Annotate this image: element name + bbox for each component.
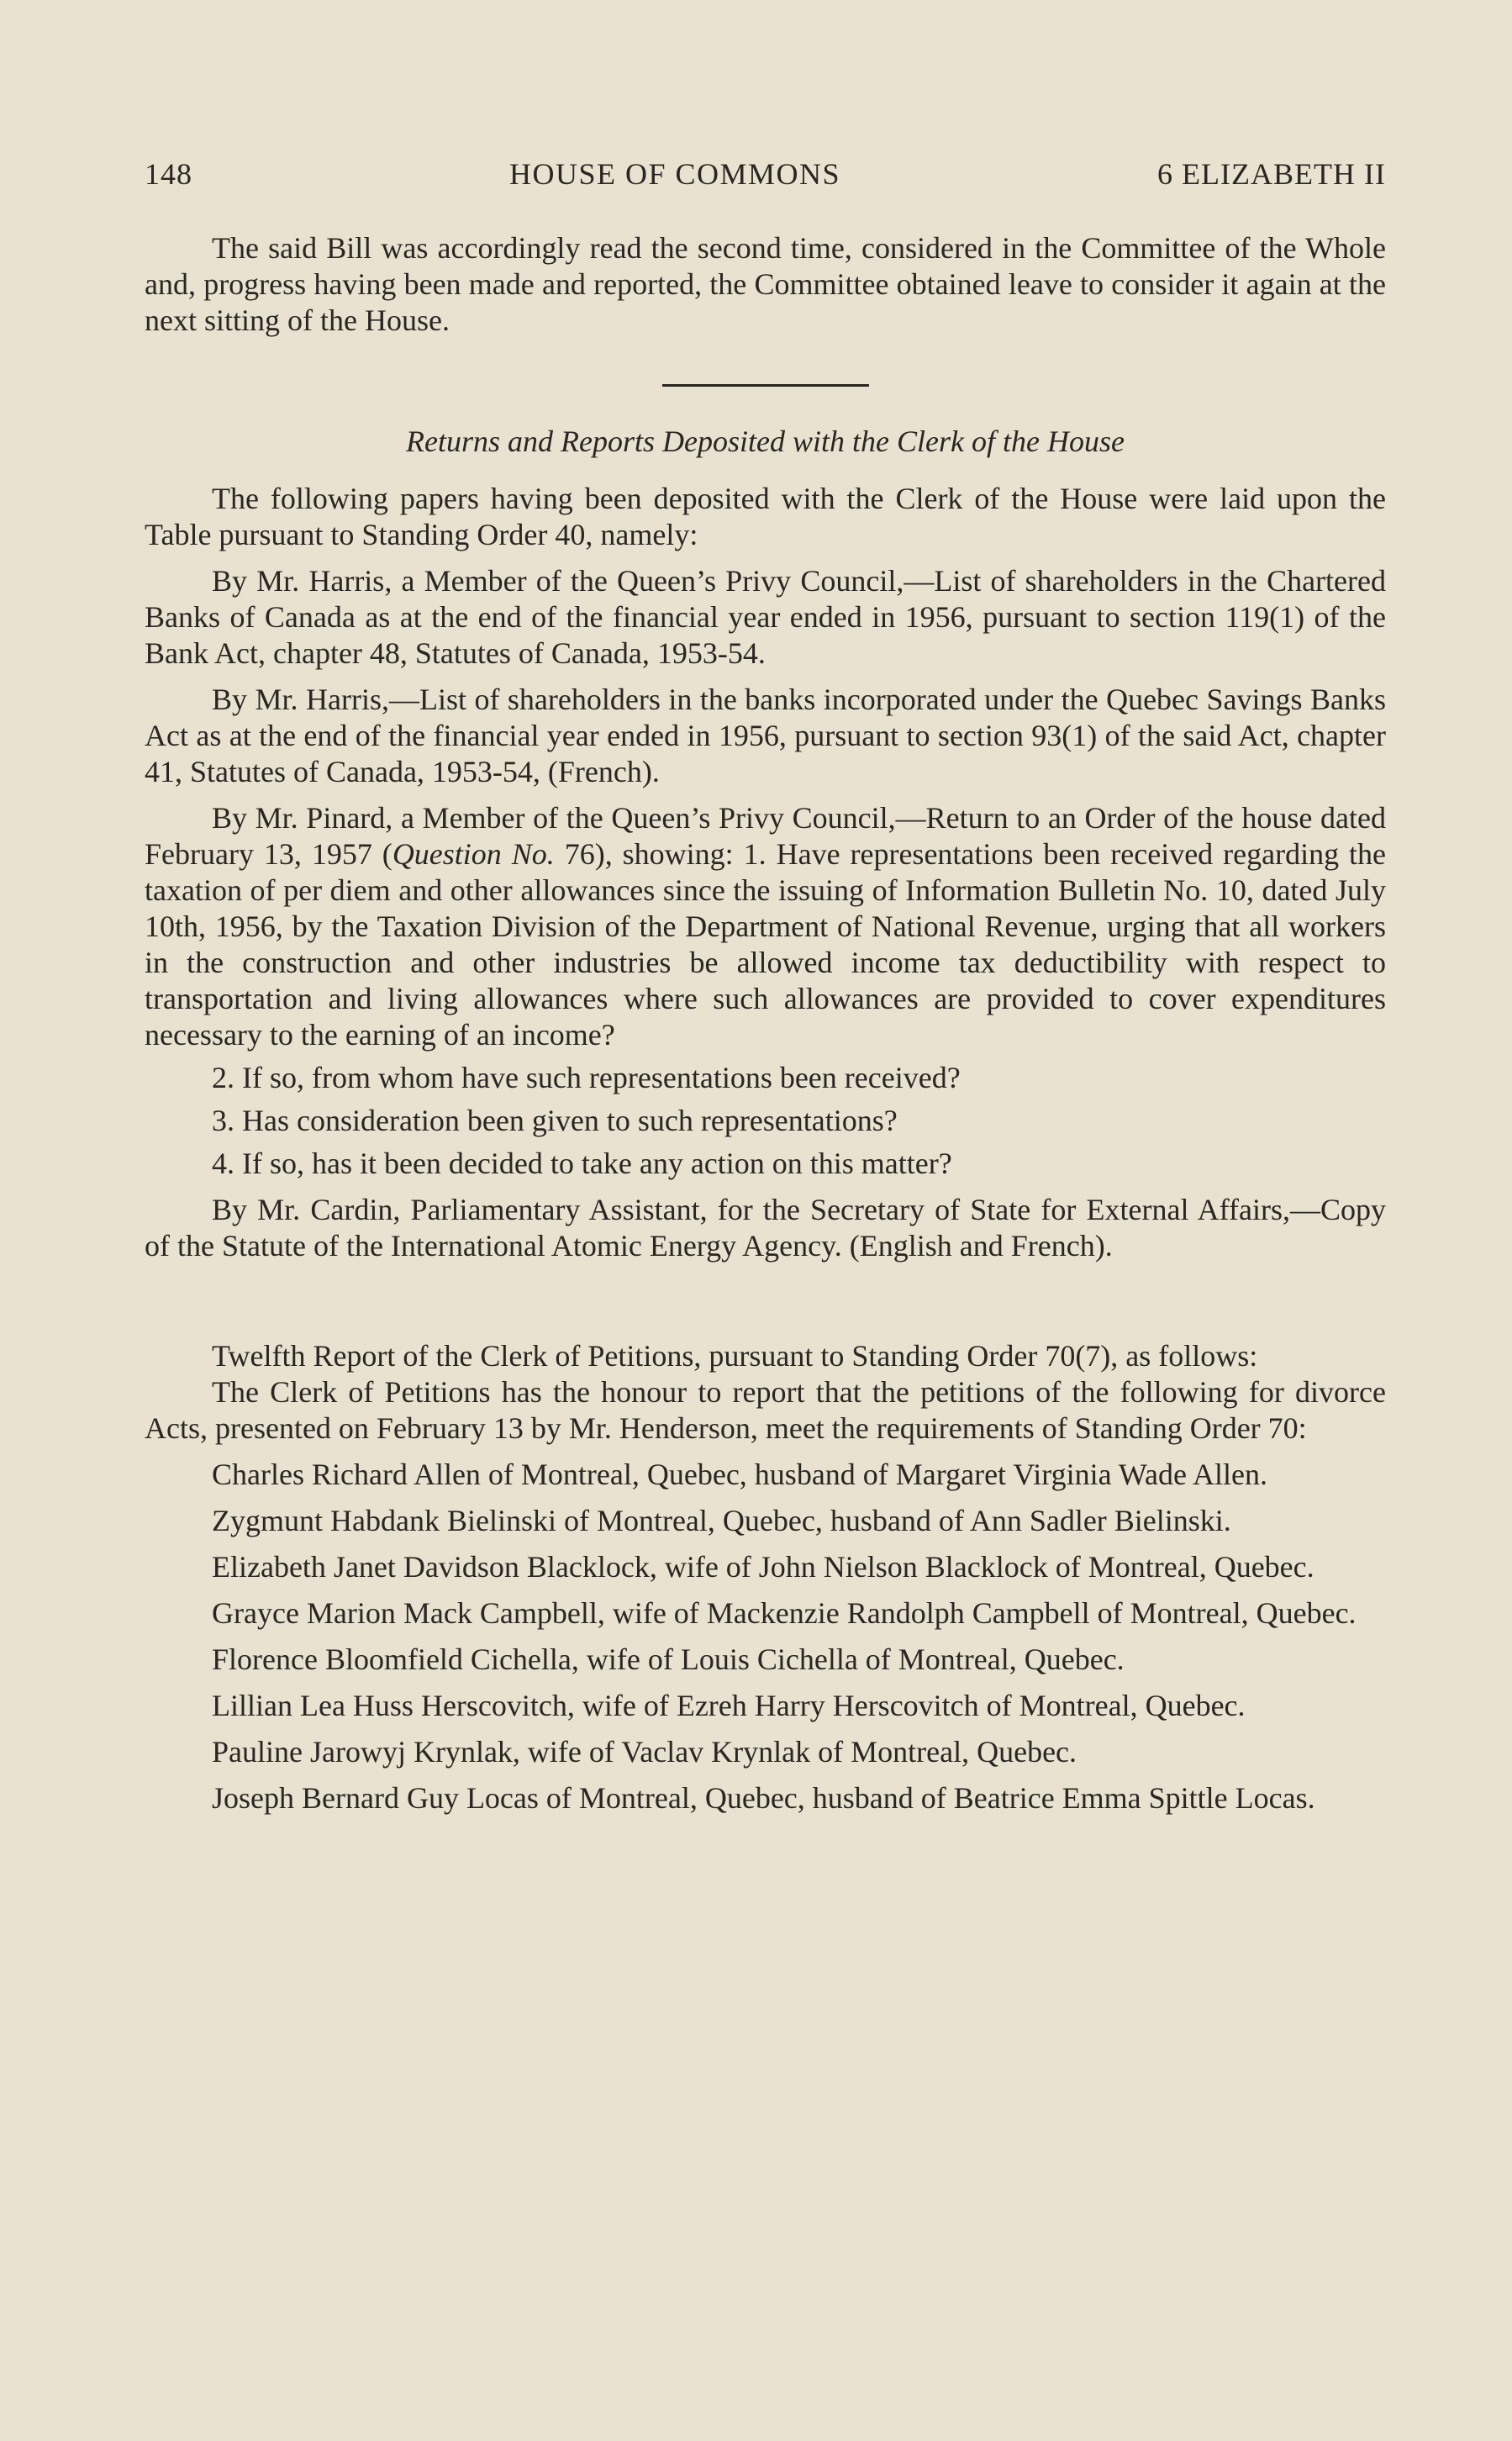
header-title: HOUSE OF COMMONS [508, 157, 841, 191]
pinard-paragraph [145, 800, 1386, 1053]
cardin-paragraph: By Mr. Cardin, Parliamentary Assistant, for the Secretary of State for External Affairs,—Copy of the Statute of the International Atomic Energy Agency. (English and French). [145, 1193, 1386, 1263]
petitioner-item: Grayce Marion Mack Campbell, wife of Mackenzie Randolph Campbell of Montreal, Quebec. [212, 1596, 1357, 1630]
section-heading: Returns and Reports Deposited with the Clerk of the House [406, 424, 1125, 458]
question-item: 3. Has consideration been given to such representations? [212, 1104, 898, 1137]
petitioner-item: Elizabeth Janet Davidson Blacklock, wife of John Nielson Blacklock of Montreal, Quebec. [212, 1550, 1314, 1584]
returns-paragraph: The following papers having been deposited with the Clerk of the House were laid upon the Table pursuant to Standing Order 40, namely: [145, 482, 1386, 551]
petitioner-item: Florence Bloomfield Cichella, wife of Louis Cichella of Montreal, Quebec. [212, 1642, 1125, 1676]
petitions-report: The Clerk of Petitions has the honour to report that the petitions of the following for divorce Acts, presented on February 13 by Mr. Henderson, meet the requirements of Standing Order 70: [145, 1375, 1386, 1445]
running-header [145, 156, 1386, 192]
returns-paragraph: By Mr. Harris, a Member of the Queen’s Privy Council,—List of shareholders in the Chartered Banks of Canada as at the end of the financial year ended in 1956, pursuant to section 119(1) of the Bank Act, chapter 48, Statutes of Canada, 1953-54. [145, 564, 1386, 670]
page-number: 148 [145, 157, 192, 191]
pinard-text-start: By Mr. Pinard, a Member of the Queen’s Privy Council,—Return to an Order of the house dated February 13, 1957 ( [145, 801, 1386, 871]
petitions-intro: Twelfth Report of the Clerk of Petitions, pursuant to Standing Order 70(7), as follows: [212, 1339, 1258, 1373]
returns-paragraph: By Mr. Harris,—List of shareholders in the banks incorporated under the Quebec Savings Banks Act as at the end of the financial year ended in 1956, pursuant to section 93(1) of the said Act, chapter 41, Statutes of Canada, 1953-54, (French). [145, 683, 1386, 788]
pinard-text-end: 76), showing: 1. Have representations been received regarding the taxation of per diem and other allowances since the issuing of Information Bulletin No. 10, dated July 10th, 1956, by the Taxation Division of the Department of National Revenue, urging that all workers in the construction and other industries be allowed income tax deductibility with respect to transportation and living allowances where such allowances are provided to cover expenditures necessary to the earning of an income? [145, 837, 1386, 1052]
intro-paragraph: The said Bill was accordingly read the second time, considered in the Committee of the Whole and, progress having been made and reported, the Committee obtained leave to consider it again at the next sitting of the House. [145, 231, 1386, 337]
petitioner-item: Pauline Jarowyj Krynlak, wife of Vaclav Krynlak of Montreal, Quebec. [212, 1735, 1077, 1769]
question-number-label: Question No. [392, 837, 555, 871]
petitioner-item: Zygmunt Habdank Bielinski of Montreal, Quebec, husband of Ann Sadler Bielinski. [212, 1504, 1231, 1537]
petitioner-list [145, 1457, 1386, 1816]
petitioner-item: Joseph Bernard Guy Locas of Montreal, Quebec, husband of Beatrice Emma Spittle Locas. [212, 1781, 1315, 1815]
question-item: 4. If so, has it been decided to take any action on this matter? [212, 1147, 952, 1180]
regnal-year: 6 ELIZABETH II [1157, 157, 1386, 191]
petitioner-item: Charles Richard Allen of Montreal, Quebec, husband of Margaret Virginia Wade Allen. [212, 1458, 1267, 1491]
petitioner-item: Lillian Lea Huss Herscovitch, wife of Ezreh Harry Herscovitch of Montreal, Quebec. [212, 1689, 1246, 1722]
section-divider [662, 384, 869, 387]
question-item: 2. If so, from whom have such representations been received? [212, 1061, 961, 1094]
question-list [145, 1060, 1386, 1182]
blank-space [145, 1264, 1386, 1338]
